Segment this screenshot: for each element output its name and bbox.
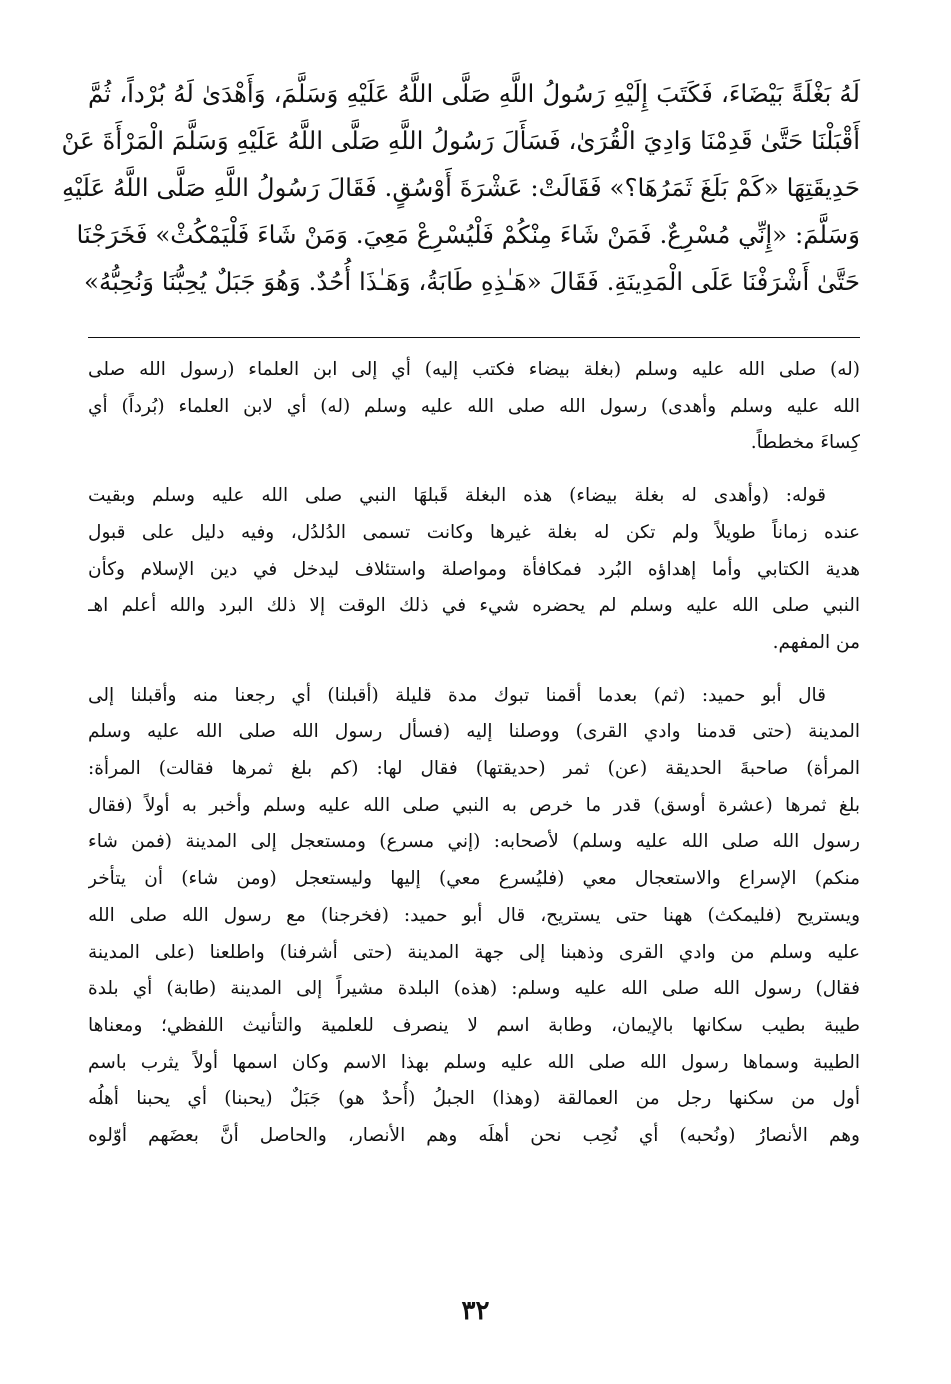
commentary-line: الطيبة وسماها رسول الله صلى الله عليه وسلم بهذا الاسم وكان اسمها أولاً يثرب باسم — [88, 1051, 860, 1073]
commentary-line: عليه وسلم من وادي القرى وذهبنا إلى جهة المدينة (حتى أشرفنا) واطلعنا (على المدينة — [88, 941, 860, 963]
hadith-line: لَهُ بَغْلَةً بَيْضَاءَ، فَكَتَبَ إِلَيْهِ رَسُولُ اللَّهِ صَلَّى اللَّهُ عَلَيْهِ وَسَلَّمَ، وَأَهْدَىٰ لَهُ بُرْداً، ثُمَّ — [88, 79, 860, 108]
document-page — [61, 70, 860, 1171]
hadith-line: حَتَّىٰ أَشْرَفْنَا عَلَى الْمَدِينَةِ. فَقَالَ «هَـٰذِهِ طَابَةُ، وَهَـٰذَا أُحُدٌ. وَهُوَ جَبَلٌ يُحِبُّنَا وَنُحِبُّهُ» — [84, 267, 860, 296]
page-number: ٣٢ — [461, 1296, 490, 1326]
commentary-line: المرأة) صاحبةَ الحديقة (عن) ثمر (حديقتها) فقال لها: (كم بلغ ثمرها فقالت) المرأة: — [88, 758, 860, 780]
commentary-line: وهم الأنصارُ (ونُحبه) أي نُحِب نحن أهلَه وهم الأنصار، والحاصل أنَّ بعضَهم أوّلوه — [88, 1125, 860, 1147]
commentary-line: رسول الله صلى الله عليه وسلم) لأصحابه: (إني مسرع) ومستعجل إلى المدينة (فمن شاء — [88, 831, 860, 853]
commentary-paragraph-2 — [88, 478, 860, 662]
commentary-line: منكم) الإسراع والاستعجال معي (فليُسرع معي) إليها وليستعجل (ومن شاء) أن يتأخر — [88, 868, 860, 890]
commentary-line: المدينة (حتى قدمنا وادي القرى) ووصلنا إليه (فسأل رسول الله صلى الله عليه وسلم — [88, 721, 860, 743]
hadith-line: حَدِيقَتِهَا «كَمْ بَلَغَ ثَمَرُهَا؟» فَقَالَتْ: عَشْرَةَ أَوْسُقٍ. فَقَالَ رَسُولُ اللَّهِ صَلَّى اللَّهُ عَلَيْهِ — [61, 173, 860, 202]
commentary-line: النبي صلى الله عليه وسلم لم يحضره شيء في ذلك الوقت إلا ذلك البرد والله أعلم اهـ — [88, 595, 860, 617]
commentary-line: عنده زماناً طويلاً ولم تكن له بغلة غيرها وكانت تسمى الدُلدُل، وفيه دليل على قبول — [88, 521, 860, 543]
commentary-line: قوله: (وأهدى له بغلة بيضاء) هذه البغلة قَبلهَا النبي صلى الله عليه وسلم وبقيت — [88, 485, 826, 507]
commentary — [88, 352, 860, 1155]
commentary-line: (له) صلى الله عليه وسلم (بغلة بيضاء فكتب إليه) أي إلى ابن العلماء (رسول الله صلى — [88, 359, 860, 380]
commentary-paragraph-3 — [88, 678, 860, 1155]
hadith-text — [61, 70, 860, 305]
commentary-paragraph-1 — [88, 352, 860, 462]
commentary-line: بلغ ثمرها (عشرة أوسق) قدر ما خرص به النبي صلى الله عليه وسلم وأخبر به أولاً (فقال — [88, 794, 860, 816]
hadith-line: وَسَلَّمَ: «إِنِّي مُسْرِعٌ. فَمَنْ شَاءَ مِنْكُمْ فَلْيُسْرِعْ مَعِيَ. وَمَنْ شَاءَ فَلْيَمْكُثْ» فَخَرَجْنَا — [76, 220, 860, 249]
commentary-line: ويستريح (فليمكث) ههنا حتى يستريح، قال أبو حميد: (فخرجنا) مع رسول الله صلى الله — [88, 904, 860, 926]
hadith-line: أَقْبَلْنَا حَتَّىٰ قَدِمْنَا وَادِيَ الْقُرَىٰ، فَسَأَلَ رَسُولُ اللَّهِ صَلَّى اللَّهُ عَلَيْهِ وَسَلَّمَ الْمَرْأَةَ عَنْ — [61, 126, 860, 155]
commentary-line: فقال) رسول الله صلى الله عليه وسلم: (هذه) البلدة مشيراً إلى المدينة (طابة) أي بلدة — [88, 978, 860, 1000]
commentary-line: قال أبو حميد: (ثم) بعدما أقمنا تبوك مدة قليلة (أقبلنا) أي رجعنا منه وأقبلنا إلى — [88, 684, 826, 706]
commentary-line: من المفهم. — [772, 631, 860, 653]
commentary-line: أول من سكنها رجل من العمالقة (وهذا) الجبلُ (أُحدٌ هو) جَبَلٌ (يحبنا) أي يحبنا أهلُه — [88, 1088, 860, 1110]
commentary-line: طيبة بطيب سكانها بالإيمان، وطابة اسم لا ينصرف للعلمية والتأنيث اللفظي؛ ومعناها — [88, 1014, 860, 1036]
commentary-line: هدية الكتابي وأما إهداؤه البُرد فمكافأة ومواصلة واستئلاف ليدخل في دين الإسلام وكأن — [88, 558, 860, 580]
commentary-line: الله عليه وسلم وأهدى) رسول الله صلى الله عليه وسلم (له) أي لابن العلماء (بُرداً) أي — [88, 395, 860, 417]
commentary-line: كِساءَ مخططاً. — [750, 432, 860, 454]
separator-rule — [88, 337, 860, 338]
